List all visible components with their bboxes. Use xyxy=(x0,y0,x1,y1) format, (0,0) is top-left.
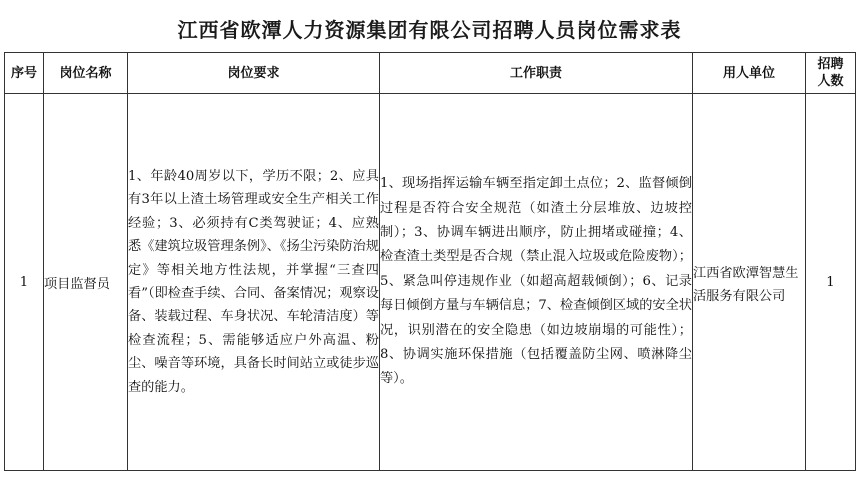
cell-seq: 1 xyxy=(5,94,44,471)
cell-position: 项目监督员 xyxy=(44,94,128,471)
table-header-row xyxy=(5,53,856,94)
header-duties: 工作职责 xyxy=(380,53,693,94)
requirements-text: 1、年龄40周岁以下，学历不限；2、应具有3年以上渣土场管理或安全生产相关工作经验；3、必须持有C类驾驶证；4、应熟悉《建筑垃圾管理条例》、《扬尘污染防治规定》等相关地方性法规，并掌握“三查四看”（即检查手续、合同、备案情况；观察设备、装载过程、车身状况、车轮清洁度）等检查流程；5、需能够适应户外高温、粉尘、噪音等环境，具备长时间站立或徒步巡查的能力。 xyxy=(128,168,379,395)
cell-requirements xyxy=(128,94,380,471)
recruitment-table xyxy=(4,52,856,471)
cell-duties xyxy=(380,94,693,471)
duties-text: 1、现场指挥运输车辆至指定卸土点位；2、监督倾倒过程是否符合安全规范（如渣土分层堆放、边坡控制）；3、协调车辆进出顺序，防止拥堵或碰撞；4、检查渣土类型是否合规（禁止混入垃圾或危险废物）；5、紧急叫停违规作业（如超高超载倾倒）；6、记录每日倾倒方量与车辆信息；7、检查倾倒区域的安全状况，识别潜在的安全隐患（如边坡崩塌的可能性）；8、协调实施环保措施（包括覆盖防尘网、喷淋降尘等）。 xyxy=(380,176,692,387)
header-employer: 用人单位 xyxy=(693,53,806,94)
document-title: 江西省欧潭人力资源集团有限公司招聘人员岗位需求表 xyxy=(177,18,682,42)
employer-text: 江西省欧潭智慧生活服务有限公司 xyxy=(693,266,799,304)
header-count-line1: 招聘 xyxy=(817,57,844,72)
table-row xyxy=(5,94,856,471)
cell-count: 1 xyxy=(806,94,856,471)
cell-employer xyxy=(693,94,806,471)
header-count xyxy=(806,53,856,94)
header-seq: 序号 xyxy=(5,53,44,94)
header-position: 岗位名称 xyxy=(44,53,128,94)
header-count-line2: 人数 xyxy=(817,74,844,89)
header-requirements: 岗位要求 xyxy=(128,53,380,94)
